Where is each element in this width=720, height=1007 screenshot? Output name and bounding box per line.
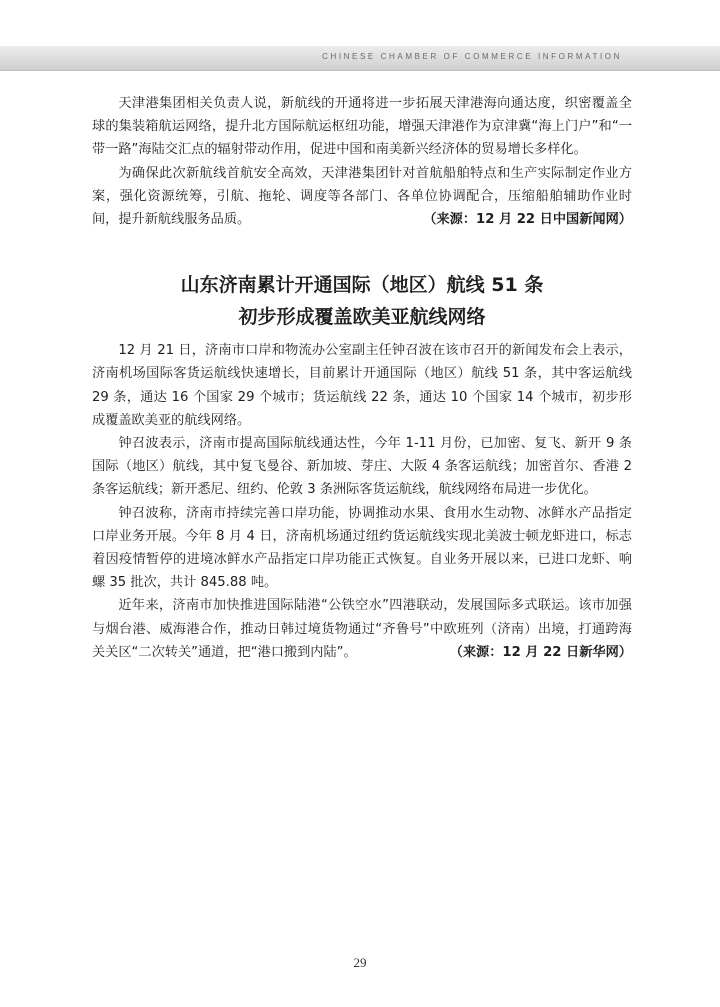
paragraph-with-source	[92, 162, 632, 232]
paragraph: 天津港集团相关负责人说，新航线的开通将进一步拓展天津港海向通达度，织密覆盖全球的集装箱航运网络，提升北方国际航运枢纽功能，增强天津港作为京津冀“海上门户”和“一带一路”海陆交汇点的辐射带动作用，促进中国和南美新兴经济体的贸易增长多样化。	[92, 96, 632, 158]
article-jinan	[92, 269, 632, 664]
article-title-line-1: 山东济南累计开通国际（地区）航线 51 条	[180, 274, 544, 297]
paragraph: 12 月 21 日，济南市口岸和物流办公室副主任钟召波在该市召开的新闻发布会上表示，济南机场国际客货运航线快速增长，目前累计开通国际（地区）航线 51 条，其中客运航线 29 条，通达 16 个国家 29 个城市；货运航线 22 条，通达 10 个国家 14 个城市，初步形成覆盖欧美亚的航线网络。	[92, 343, 632, 428]
article-title-line-2: 初步形成覆盖欧美亚航线网络	[238, 306, 486, 329]
paragraph-text: 近年来，济南市加快推进国际陆港“公铁空水”四港联动，发展国际多式联运。该市加强与烟台港、威海港合作，推动日韩过境货物通过“齐鲁号”中欧班列（济南）出境，打通跨海关关区“二次转关”通道，把“港口搬到内陆”。	[92, 598, 632, 660]
paragraph-with-source	[92, 594, 632, 664]
header-band	[0, 46, 720, 70]
page-number: 29	[353, 955, 367, 970]
content-area	[92, 92, 632, 664]
paragraph-text: 为确保此次新航线首航安全高效，天津港集团针对首航船舶特点和生产实际制定作业方案，强化资源统筹，引航、拖轮、调度等各部门、各单位协调配合，压缩船舶辅助作业时间，提升新航线服务品质。	[92, 165, 632, 228]
header-title: CHINESE CHAMBER OF COMMERCE INFORMATION	[322, 52, 622, 61]
source-citation: （来源：12 月 22 日中国新闻网）	[423, 212, 632, 228]
article-tianjin	[92, 92, 632, 231]
paragraph: 钟召波表示，济南市提高国际航线通达性，今年 1-11 月份，已加密、复飞、新开 9 条国际（地区）航线，其中复飞曼谷、新加坡、芽庄、大阪 4 条客运航线；加密首尔、香港 2 条客运航线；新开悉尼、纽约、伦敦 3 条洲际客货运航线，航线网络布局进一步优化。	[92, 436, 632, 498]
paragraph: 钟召波称，济南市持续完善口岸功能，协调推动水果、食用水生动物、冰鲜水产品指定口岸业务开展。今年 8 月 4 日，济南机场通过纽约货运航线实现北美波士顿龙虾进口，标志着因疫情暂停的进境冰鲜水产品指定口岸功能正式恢复。自业务开展以来，已进口龙虾、响螺 35 批次，共计 845.88 吨。	[92, 505, 632, 591]
source-citation: （来源：12 月 22 日新华网）	[449, 644, 632, 660]
